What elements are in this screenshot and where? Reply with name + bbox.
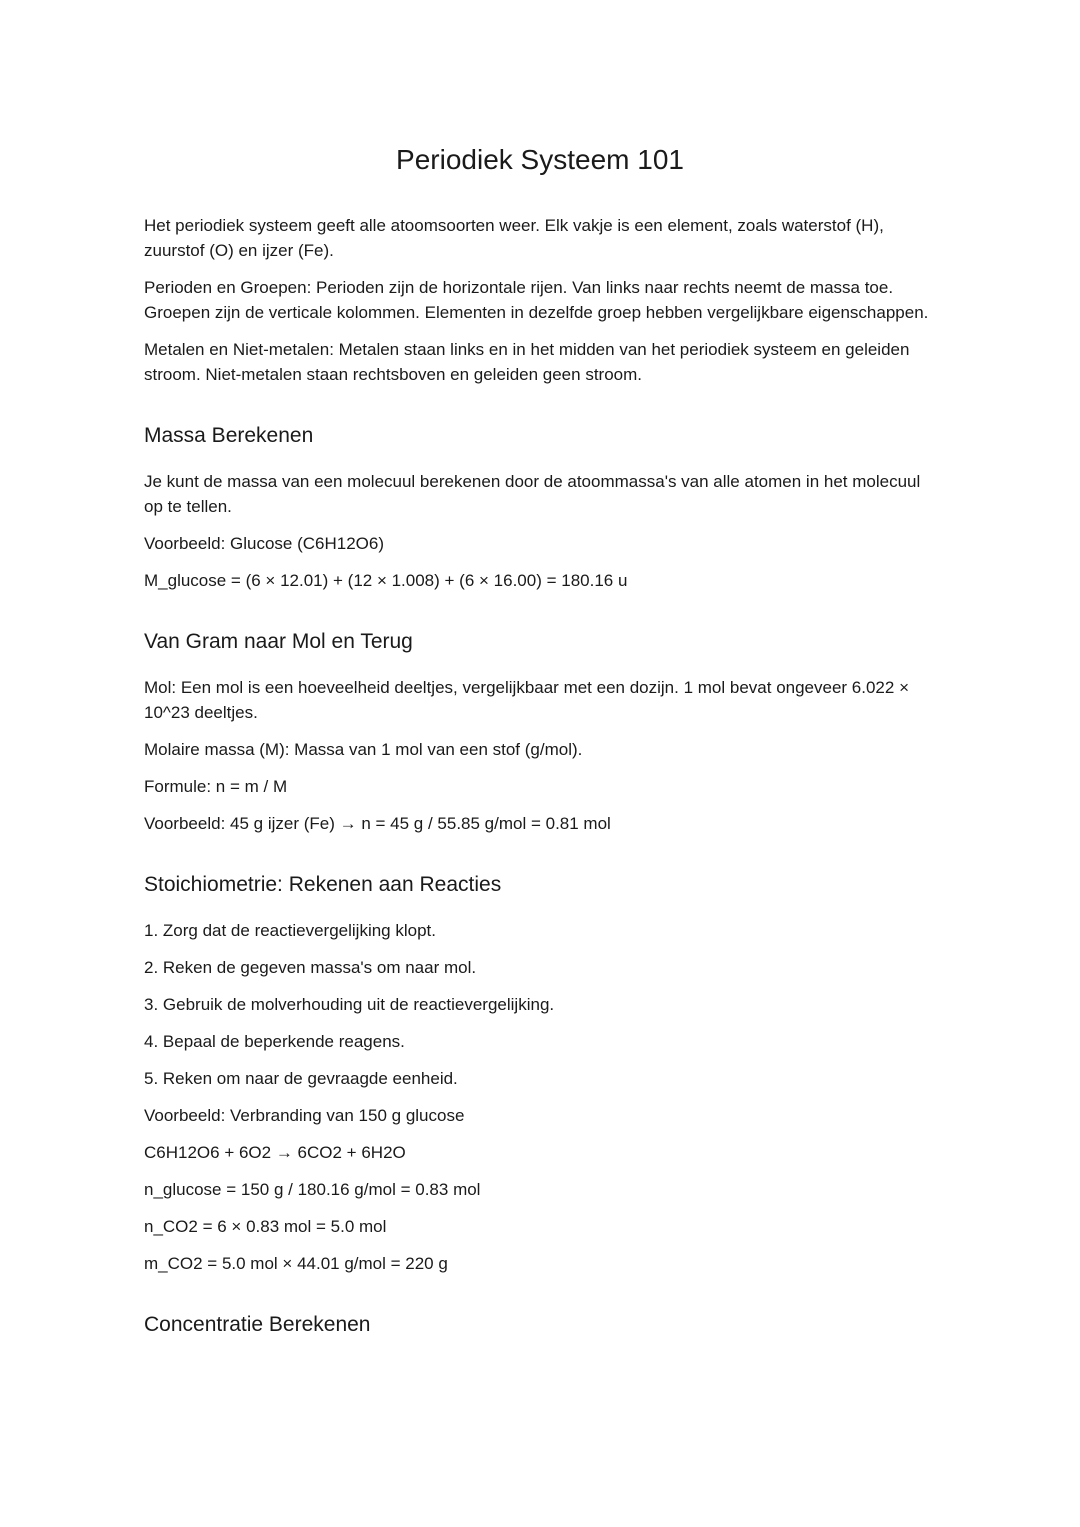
intro-paragraph-3: Metalen en Niet-metalen: Metalen staan links en in het midden van het periodiek systeem en geleiden stroom. Niet-metalen staan rechtsboven en geleiden geen stroom. [144, 340, 910, 384]
paragraph: Je kunt de massa van een molecuul berekenen door de atoommassa's van alle atomen in het molecuul op te tellen. [144, 472, 921, 516]
paragraph-formula: m_CO2 = 5.0 mol × 44.01 g/mol = 220 g [144, 1254, 448, 1273]
paragraph-formula: n_CO2 = 6 × 0.83 mol = 5.0 mol [144, 1217, 387, 1236]
paragraph-formula: n_glucose = 150 g / 180.16 g/mol = 0.83 mol [144, 1180, 481, 1199]
heading-van-gram-naar-mol: Van Gram naar Mol en Terug [144, 630, 413, 653]
intro-paragraph-2: Perioden en Groepen: Perioden zijn de horizontale rijen. Van links naar rechts neemt de massa toe. Groepen zijn de verticale kolommen. Elementen in dezelfde groep hebben vergelijkbare eigenschappen. [144, 278, 929, 322]
list-item: 3. Gebruik de molverhouding uit de reactievergelijking. [144, 995, 555, 1014]
heading-massa-berekenen: Massa Berekenen [144, 424, 314, 447]
paragraph: Molaire massa (M): Massa van 1 mol van een stof (g/mol). [144, 740, 583, 759]
paragraph: Voorbeeld: Glucose (C6H12O6) [144, 534, 385, 553]
list-item: 1. Zorg dat de reactievergelijking klopt. [144, 921, 436, 940]
heading-concentratie-berekenen: Concentratie Berekenen [144, 1313, 371, 1336]
list-item: 2. Reken de gegeven massa's om naar mol. [144, 958, 477, 977]
list-item: 4. Bepaal de beperkende reagens. [144, 1032, 405, 1051]
heading-stoichiometrie: Stoichiometrie: Rekenen aan Reacties [144, 873, 502, 896]
paragraph-formula: C6H12O6 + 6O2 → 6CO2 + 6H2O [144, 1143, 406, 1162]
paragraph-formula: Formule: n = m / M [144, 777, 288, 796]
paragraph-formula: M_glucose = (6 × 12.01) + (12 × 1.008) + (6 × 16.00) = 180.16 u [144, 571, 628, 590]
paragraph: Mol: Een mol is een hoeveelheid deeltjes, vergelijkbaar met een dozijn. 1 mol bevat ongeveer 6.022 × 10^23 deeltjes. [144, 678, 909, 722]
intro-paragraph-1: Het periodiek systeem geeft alle atoomsoorten weer. Elk vakje is een element, zoals waterstof (H), zuurstof (O) en ijzer (Fe). [144, 216, 884, 260]
paragraph-formula: Voorbeeld: 45 g ijzer (Fe) → n = 45 g / 55.85 g/mol = 0.81 mol [144, 814, 611, 833]
paragraph: Voorbeeld: Verbranding van 150 g glucose [144, 1106, 465, 1125]
list-item: 5. Reken om naar de gevraagde eenheid. [144, 1069, 458, 1088]
document-title: Periodiek Systeem 101 [396, 144, 684, 175]
